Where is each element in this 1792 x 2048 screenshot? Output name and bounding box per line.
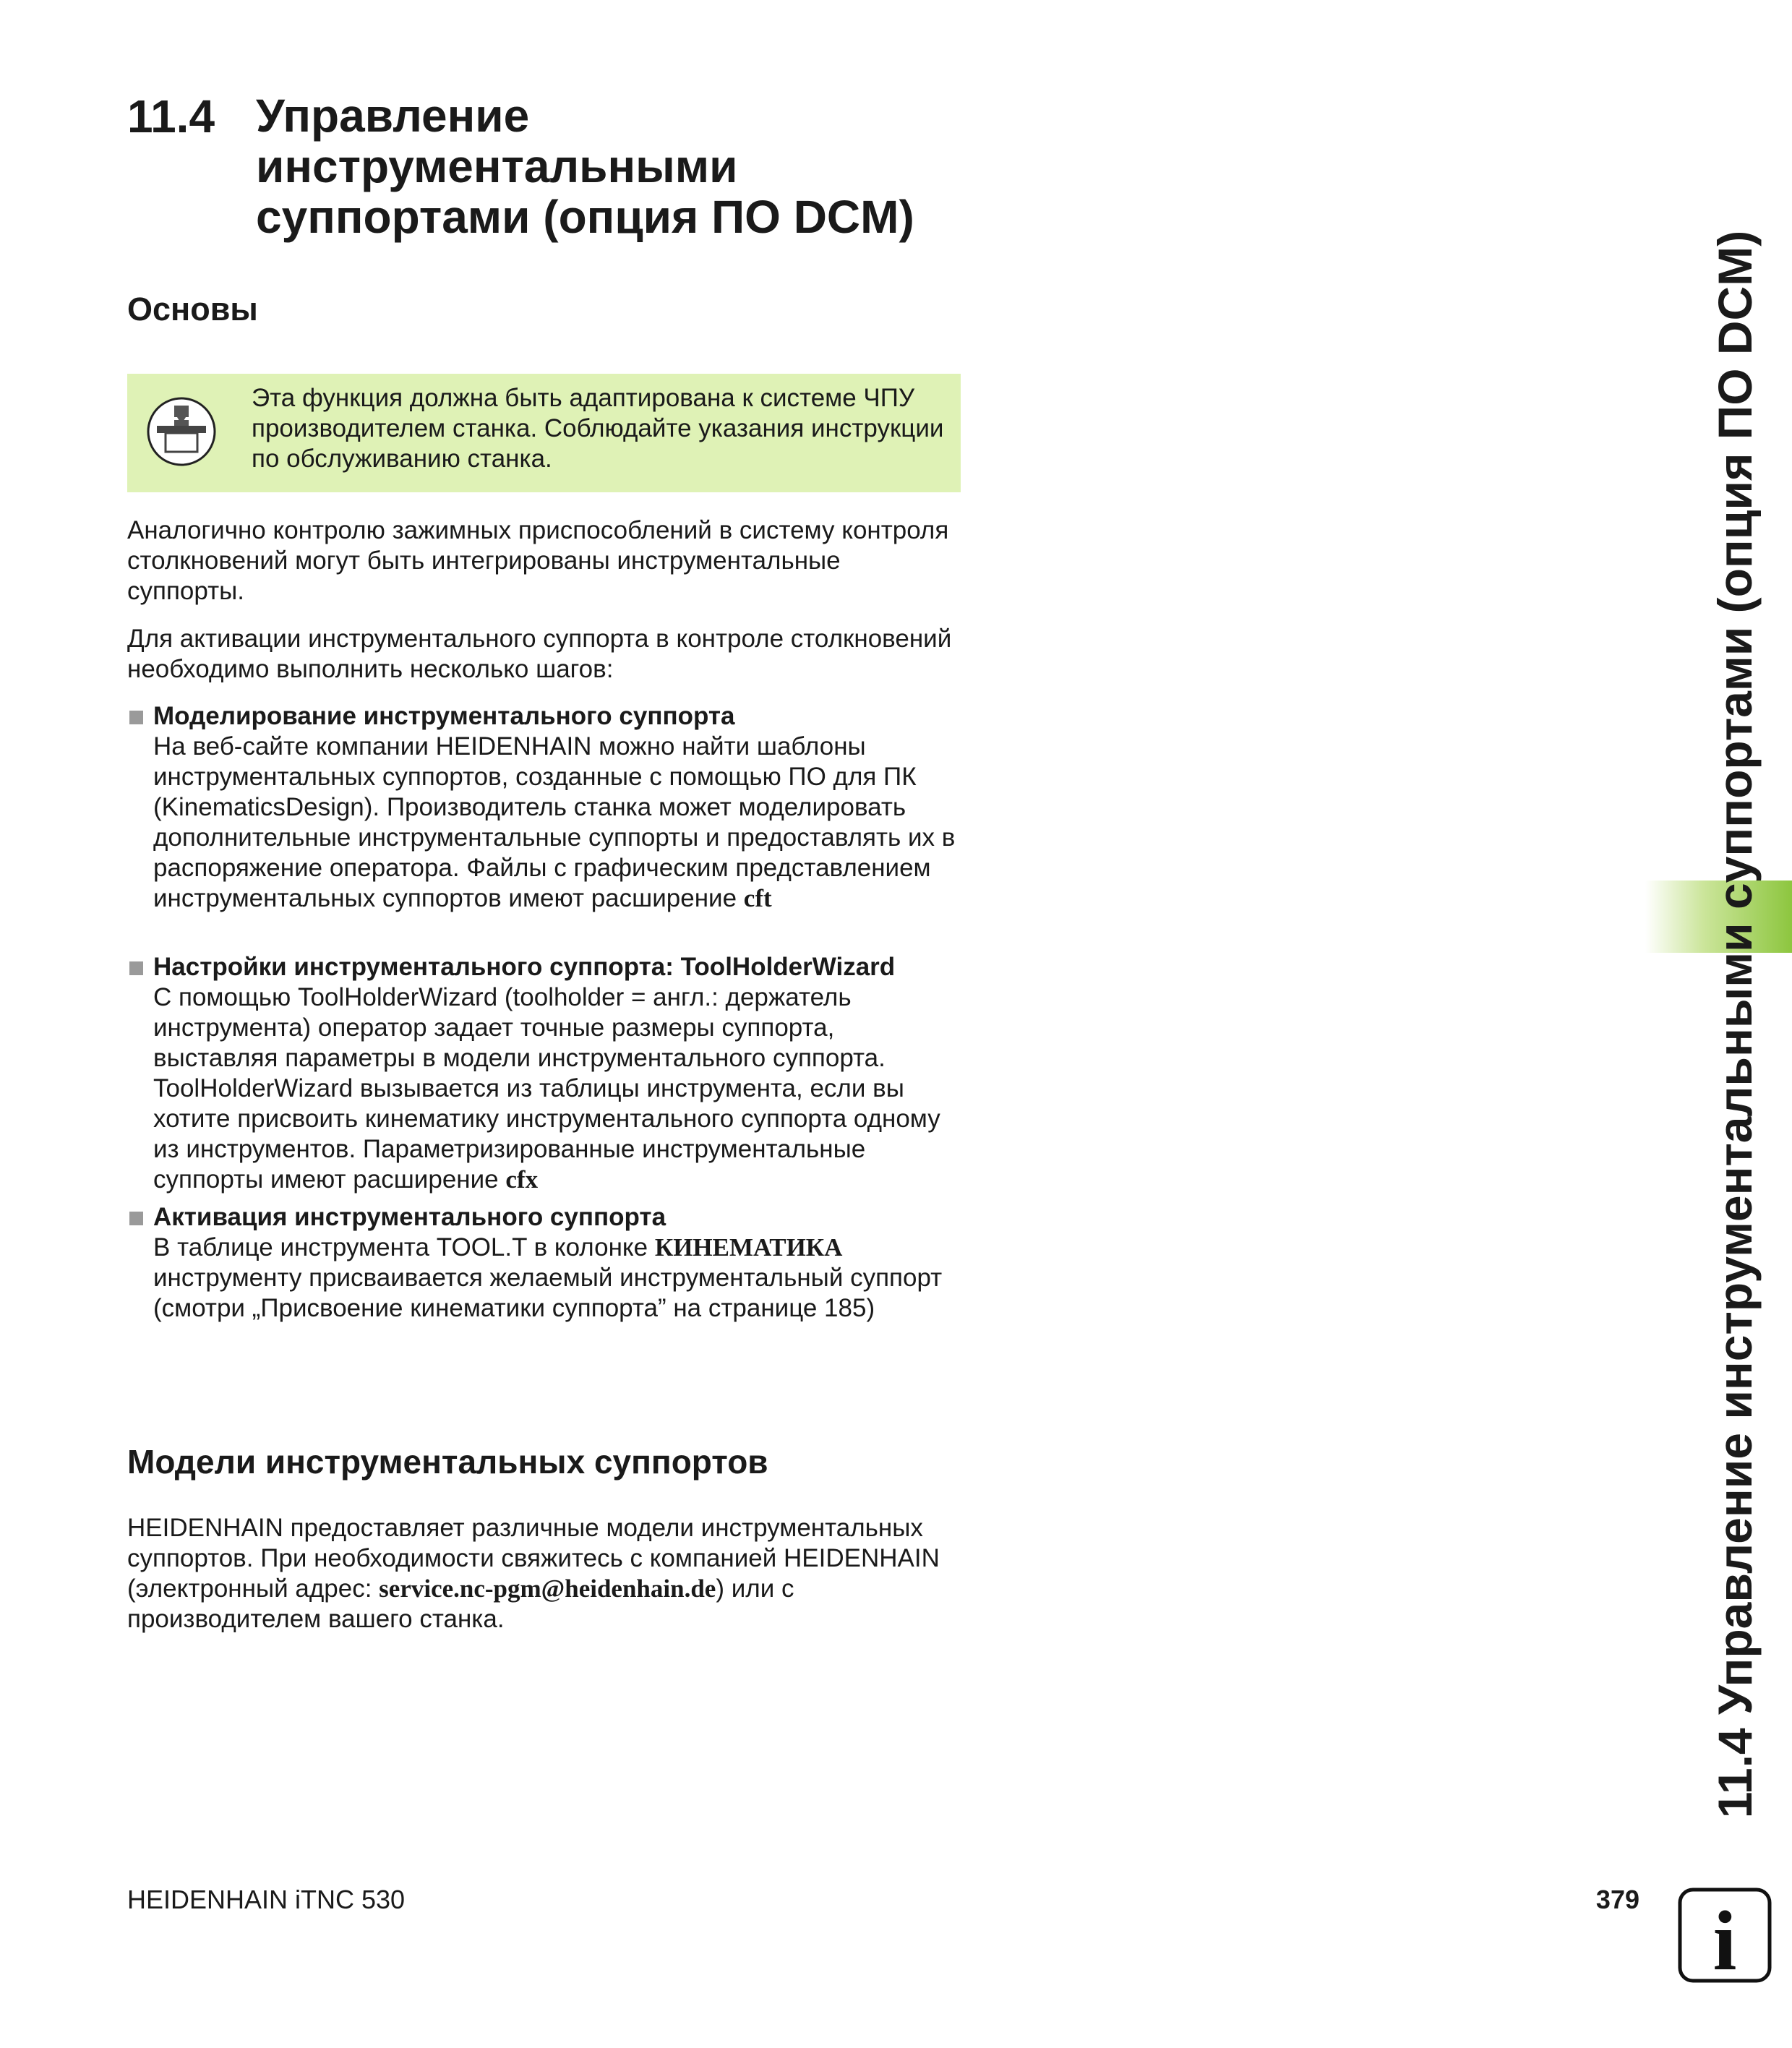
list-item (127, 701, 966, 914)
list-item-title: Настройки инструментального суппорта: ToolHolderWizard (153, 953, 896, 981)
paragraph-text: HEIDENHAIN предоставляет различные модели инструментальных суппортов. При необходимости свяжитесь с компанией HEIDENHAIN (электронный адрес: (127, 1514, 940, 1603)
subheading-basics: Основы (127, 291, 258, 327)
paragraph: Аналогично контролю зажимных приспособлений в систему контроля столкновений могут быть интегрированы инструментальные суппорты. (127, 516, 949, 605)
bullet-square (129, 1212, 143, 1225)
section-number: 11.4 (127, 90, 215, 142)
page-number: 379 (1595, 1885, 1639, 1914)
paragraph: Для активации инструментального суппорта в контроле столкновений необходимо выполнить несколько шагов: (127, 625, 952, 683)
bullet-square (129, 961, 143, 975)
info-glyph: i (1712, 1893, 1737, 1984)
column-name: КИНЕМАТИКА (654, 1233, 843, 1261)
list-item (127, 952, 966, 1195)
note-text: Эта функция должна быть адаптирована к системе ЧПУ производителем станка. Соблюдайте указания инструкции по обслуживанию станка. (252, 384, 944, 473)
file-extension: cft (743, 884, 772, 912)
bullet-square (129, 711, 143, 724)
side-running-title: 11.4 Управление инструментальными суппортами (опция ПО DCM) (1708, 230, 1762, 1819)
file-extension: cfx (505, 1165, 539, 1194)
info-icon[interactable] (1677, 1887, 1772, 1984)
email-link[interactable]: service.nc-pgm@heidenhain.de (379, 1574, 716, 1603)
machine-manufacturer-icon (145, 395, 218, 468)
list-item (127, 1202, 966, 1324)
list-item-text: В таблице инструмента TOOL.T в колонке (153, 1233, 648, 1261)
section-title: Управление инструментальными суппортами (опция ПО DCM) (256, 90, 914, 243)
paragraph (127, 1513, 959, 1634)
subheading-models: Модели инструментальных суппортов (127, 1443, 768, 1481)
list-item-title: Активация инструментального суппорта (153, 1203, 666, 1231)
list-item-text: С помощью ToolHolderWizard (toolholder = англ.: держатель инструмента) оператор задает точные размеры суппорта, выставляя параметры в модели инструментального суппорта. ToolHolderWizard вызывается из таблицы инструмента, если вы хотите присвоить кинематику инструментального суппорта одному из инструментов. Параметризированные инструментальные суппорты имеют расширение (153, 983, 940, 1194)
list-item-text: инструменту присваивается желаемый инструментальный суппорт (смотри „Присвоение кинематики суппорта” на странице 185) (153, 1264, 943, 1322)
paragraph-text: ) или с производителем вашего станка. (127, 1574, 794, 1633)
list-item-title: Моделирование инструментального суппорта (153, 702, 735, 730)
footer-product: HEIDENHAIN iTNC 530 (127, 1885, 406, 1914)
list-item-text: На веб-сайте компании HEIDENHAIN можно найти шаблоны инструментальных суппортов, созданные с помощью ПО для ПК (KinematicsDesign). Производитель станка может моделировать дополнительные инструментальные суппорты и предоставлять их в распоряжение оператора. Файлы с графическим представлением инструментальных суппортов имеют расширение (153, 732, 956, 912)
